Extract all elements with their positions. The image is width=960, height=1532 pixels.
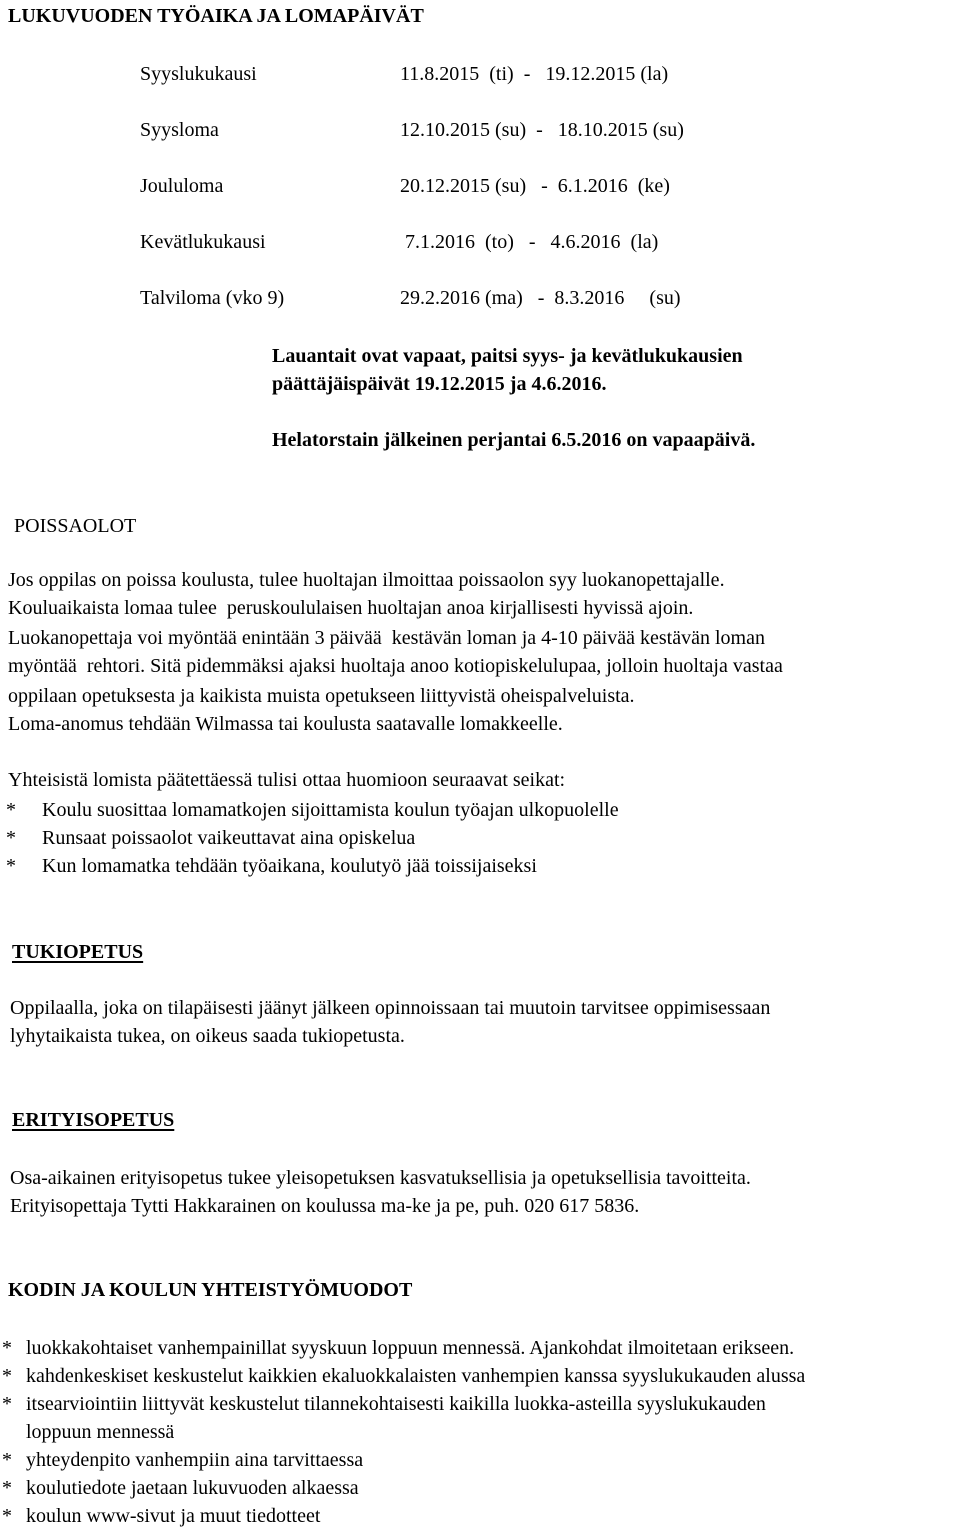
cooperation-bullet: luokkakohtaiset vanhempainillat syyskuun loppuun mennessä. Ajankohdat ilmoitetaan erikseen.: [26, 1337, 795, 1359]
support-text-line: lyhytaikaista tukea, on oikeus saada tukiopetusta.: [10, 1025, 405, 1047]
note-closing-days: päättäjäispäivät 19.12.2015 ja 4.6.2016.: [272, 373, 607, 395]
schedule-dates: 20.12.2015 (su) - 6.1.2016 (ke): [400, 175, 670, 197]
cooperation-bullet: itsearviointiin liittyvät keskustelut tilannekohtaisesti kaikilla luokka-asteilla syyslukukauden: [26, 1393, 766, 1415]
absences-text-line: oppilaan opetuksesta ja kaikista muista opetukseen liittyvistä oheispalveluista.: [8, 685, 635, 707]
page-title: LUKUVUODEN TYÖAIKA JA LOMAPÄIVÄT: [8, 5, 424, 27]
cooperation-bullet: koulutiedote jaetaan lukuvuoden alkaessa: [26, 1477, 359, 1499]
schedule-name: Syyslukukausi: [140, 63, 257, 85]
shared-holidays-bullet: Runsaat poissaolot vaikeuttavat aina opiskelua: [42, 827, 416, 849]
schedule-dates: 29.2.2016 (ma) - 8.3.2016 (su): [400, 287, 681, 309]
absences-text-line: Jos oppilas on poissa koulusta, tulee huoltajan ilmoittaa poissaolon syy luokanopettajalle.: [8, 569, 725, 591]
cooperation-bullet-continuation: loppuun mennessä: [26, 1421, 175, 1443]
cooperation-bullet: yhteydenpito vanhempiin aina tarvittaessa: [26, 1449, 364, 1471]
bullet-symbol: *: [2, 1337, 12, 1359]
section-heading-support: TUKIOPETUS: [12, 941, 144, 963]
bullet-symbol: *: [2, 1477, 12, 1499]
shared-holidays-intro: Yhteisistä lomista päätettäessä tulisi ottaa huomioon seuraavat seikat:: [8, 769, 566, 791]
absences-text-line: Luokanopettaja voi myöntää enintään 3 päivää kestävän loman ja 4-10 päivää kestävän loman: [8, 627, 765, 649]
schedule-name: Talviloma (vko 9): [140, 287, 285, 309]
absences-text-line: Kouluaikaista lomaa tulee peruskoululaisen huoltajan anoa kirjallisesti hyvissä ajoin.: [8, 597, 694, 619]
note-holiday: Helatorstain jälkeinen perjantai 6.5.2016 on vapaapäivä.: [272, 429, 756, 451]
bullet-symbol: *: [2, 1365, 12, 1387]
absences-text-line: Loma-anomus tehdään Wilmassa tai koulusta saatavalle lomakkeelle.: [8, 713, 563, 735]
cooperation-bullet: kahdenkeskiset keskustelut kaikkien ekaluokkalaisten vanhempien kanssa syyslukukauden alussa: [26, 1365, 806, 1387]
special-text-line: Osa-aikainen erityisopetus tukee yleisopetuksen kasvatuksellisia ja opetuksellisia tavoitteita.: [10, 1167, 751, 1189]
support-text-line: Oppilaalla, joka on tilapäisesti jäänyt jälkeen opinnoissaan tai muutoin tarvitsee oppimisessaan: [10, 997, 771, 1019]
schedule-name: Joululoma: [140, 175, 224, 197]
section-heading-special: ERITYISOPETUS: [12, 1109, 175, 1131]
bullet-symbol: *: [2, 1505, 12, 1527]
note-saturdays: Lauantait ovat vapaat, paitsi syys- ja kevätlukukausien: [272, 345, 743, 367]
schedule-name: Syysloma: [140, 119, 219, 141]
absences-text-line: myöntää rehtori. Sitä pidemmäksi ajaksi huoltaja anoo kotiopiskelulupaa, jolloin huoltaja vastaa: [8, 655, 783, 677]
bullet-symbol: *: [6, 827, 16, 849]
shared-holidays-bullet: Kun lomamatka tehdään työaikana, koulutyö jää toissijaiseksi: [42, 855, 537, 877]
shared-holidays-bullet: Koulu suosittaa lomamatkojen sijoittamista koulun työajan ulkopuolelle: [42, 799, 619, 821]
section-heading-cooperation: KODIN JA KOULUN YHTEISTYÖMUODOT: [8, 1279, 413, 1301]
schedule-name: Kevätlukukausi: [140, 231, 266, 253]
cooperation-bullet: koulun www-sivut ja muut tiedotteet: [26, 1505, 321, 1527]
schedule-dates: 11.8.2015 (ti) - 19.12.2015 (la): [400, 63, 669, 85]
bullet-symbol: *: [2, 1393, 12, 1415]
schedule-dates: 7.1.2016 (to) - 4.6.2016 (la): [400, 231, 659, 253]
special-text-line: Erityisopettaja Tytti Hakkarainen on koulussa ma-ke ja pe, puh. 020 617 5836.: [10, 1195, 640, 1217]
section-heading-absences: POISSAOLOT: [14, 515, 137, 537]
bullet-symbol: *: [6, 855, 16, 877]
bullet-symbol: *: [2, 1449, 12, 1471]
schedule-dates: 12.10.2015 (su) - 18.10.2015 (su): [400, 119, 684, 141]
bullet-symbol: *: [6, 799, 16, 821]
